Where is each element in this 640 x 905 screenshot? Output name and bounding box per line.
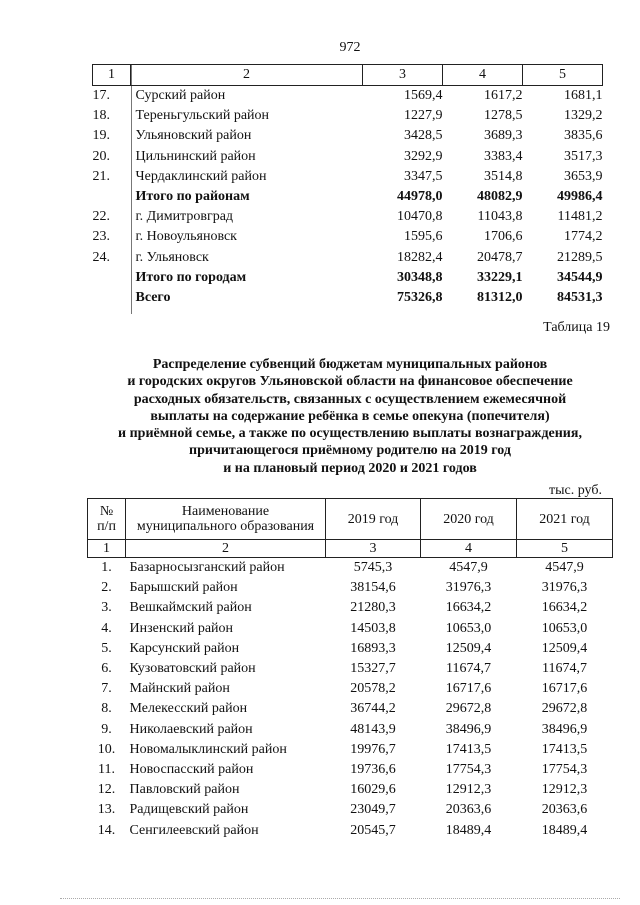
col-number: 3 bbox=[363, 65, 443, 86]
row-name: Вешкаймский район bbox=[129, 600, 252, 616]
row-number: 18. bbox=[92, 108, 110, 124]
value-2020: 3689,3 bbox=[484, 128, 523, 144]
title-line: и приёмной семье, а также по осуществлению выплаты вознаграждения, bbox=[118, 426, 582, 442]
row-number bbox=[93, 288, 131, 308]
value-2020: 20478,7 bbox=[477, 249, 523, 265]
row-number: 2. bbox=[101, 580, 112, 596]
header-name-line1: Наименование bbox=[181, 504, 270, 519]
value-2021: 84531,3 bbox=[557, 289, 603, 305]
title-line: причитающегося приёмному родителю на 2019 год bbox=[189, 443, 511, 459]
row-number: 23. bbox=[92, 229, 110, 245]
table-row bbox=[93, 167, 603, 187]
row-name: Радищевский район bbox=[129, 802, 249, 818]
row-number: 22. bbox=[92, 209, 110, 225]
value-2021: 31976,3 bbox=[541, 580, 588, 596]
header-2019: 2019 год bbox=[326, 499, 421, 540]
row-number: 21. bbox=[92, 168, 110, 184]
value-2020: 16634,2 bbox=[445, 600, 492, 616]
row-name: Итого по районам bbox=[135, 189, 250, 205]
row-number: 12. bbox=[97, 782, 116, 798]
value-2019: 20578,2 bbox=[350, 681, 396, 697]
value-2021: 3835,6 bbox=[564, 128, 603, 144]
value-2019: 19976,7 bbox=[350, 741, 396, 757]
value-2019: 21280,3 bbox=[350, 600, 396, 616]
row-number: 11. bbox=[98, 761, 115, 777]
row-name: Тереньгульский район bbox=[135, 108, 270, 124]
table-row bbox=[93, 106, 603, 126]
value-2020: 38496,9 bbox=[445, 721, 492, 737]
title-line: и городских округов Ульяновской области на финансовое обеспечение bbox=[127, 374, 573, 390]
row-name: Кузоватовский район bbox=[129, 661, 256, 677]
col-number: 4 bbox=[443, 65, 523, 86]
page-number: 972 bbox=[339, 40, 361, 55]
value-2020: 29672,8 bbox=[445, 701, 492, 717]
value-2021: 11674,7 bbox=[542, 661, 587, 677]
col-number: 1 bbox=[88, 540, 126, 558]
row-name: Николаевский район bbox=[129, 721, 253, 737]
table-row bbox=[88, 639, 613, 659]
value-2020: 1278,5 bbox=[484, 108, 523, 124]
value-2021: 16717,6 bbox=[541, 681, 588, 697]
col-number: 5 bbox=[523, 65, 603, 86]
value-2020: 17754,3 bbox=[445, 761, 492, 777]
title-line: и на плановый период 2020 и 2021 годов bbox=[223, 460, 477, 476]
title-line: расходных обязательств, связанных с осуществлением ежемесячной bbox=[133, 391, 567, 407]
value-2021: 12912,3 bbox=[541, 782, 588, 798]
col-number: 3 bbox=[326, 540, 421, 558]
col-number: 2 bbox=[131, 65, 363, 86]
total-row bbox=[93, 268, 603, 288]
table-row bbox=[93, 248, 603, 268]
table-row bbox=[88, 619, 613, 639]
row-number bbox=[93, 187, 131, 207]
row-name: г. Ульяновск bbox=[135, 249, 209, 265]
value-2019: 75326,8 bbox=[397, 289, 443, 305]
value-2019: 16029,6 bbox=[350, 782, 396, 798]
value-2021: 29672,8 bbox=[541, 701, 588, 717]
header-2020: 2020 год bbox=[421, 499, 517, 540]
value-2020: 12509,4 bbox=[445, 640, 492, 656]
row-number: 4. bbox=[101, 620, 112, 636]
table-row bbox=[88, 760, 613, 780]
value-2021: 3653,9 bbox=[564, 168, 603, 184]
row-number: 10. bbox=[97, 741, 116, 757]
row-name: Сенгилеевский район bbox=[129, 822, 259, 838]
value-2020: 1617,2 bbox=[484, 88, 523, 104]
value-2019: 36744,2 bbox=[350, 701, 396, 717]
value-2020: 48082,9 bbox=[477, 189, 523, 205]
title-line: выплаты на содержание ребёнка в семье опекуна (попечителя) bbox=[150, 408, 550, 424]
value-2019: 3428,5 bbox=[404, 128, 443, 144]
main-table-header bbox=[88, 499, 613, 540]
header-2021: 2021 год bbox=[517, 499, 613, 540]
row-number: 6. bbox=[101, 661, 112, 677]
value-2021: 17413,5 bbox=[541, 741, 588, 757]
row-number: 1. bbox=[101, 560, 112, 576]
units-label: тыс. руб. bbox=[549, 483, 602, 498]
total-row bbox=[93, 187, 603, 207]
value-2021: 12509,4 bbox=[541, 640, 588, 656]
header-name-line2: муниципального образования bbox=[136, 519, 315, 534]
value-2021: 17754,3 bbox=[541, 761, 588, 777]
table-row bbox=[88, 699, 613, 719]
value-2019: 1227,9 bbox=[404, 108, 443, 124]
value-2021: 1329,2 bbox=[564, 108, 603, 124]
main-table bbox=[87, 498, 613, 841]
row-number bbox=[93, 268, 131, 288]
value-2019: 5745,3 bbox=[353, 560, 393, 576]
value-2019: 44978,0 bbox=[397, 189, 443, 205]
table-row bbox=[88, 720, 613, 740]
table-row bbox=[93, 86, 603, 107]
page-edge bbox=[60, 898, 620, 899]
table-row bbox=[88, 800, 613, 820]
row-name: Цильнинский район bbox=[135, 148, 256, 164]
table-row bbox=[88, 740, 613, 760]
row-name: Ульяновский район bbox=[135, 128, 252, 144]
value-2019: 38154,6 bbox=[350, 580, 396, 596]
row-name: г. Димитровград bbox=[135, 209, 234, 225]
value-2020: 20363,6 bbox=[445, 802, 492, 818]
header-number bbox=[88, 499, 126, 540]
row-number: 13. bbox=[97, 802, 116, 818]
row-name: Мелекесский район bbox=[129, 701, 248, 717]
table-row bbox=[88, 659, 613, 679]
main-table-col-numbers bbox=[88, 540, 613, 558]
value-2020: 31976,3 bbox=[445, 580, 492, 596]
table-row bbox=[88, 558, 613, 579]
value-2019: 23049,7 bbox=[350, 802, 396, 818]
value-2021: 3517,3 bbox=[564, 148, 603, 164]
row-name: Базарносызганский район bbox=[129, 560, 285, 576]
header-number-line1: № bbox=[99, 504, 114, 519]
row-number: 7. bbox=[101, 681, 112, 697]
value-2021: 49986,4 bbox=[557, 189, 603, 205]
value-2021: 11481,2 bbox=[557, 209, 603, 225]
row-name: Новомалыклинский район bbox=[129, 741, 287, 757]
value-2019: 3292,9 bbox=[404, 148, 443, 164]
value-2019: 1569,4 bbox=[404, 88, 443, 104]
top-table bbox=[92, 64, 603, 308]
value-2020: 16717,6 bbox=[445, 681, 492, 697]
value-2019: 10470,8 bbox=[397, 209, 443, 225]
table-row bbox=[93, 147, 603, 167]
col-number: 2 bbox=[126, 540, 326, 558]
top-table-header bbox=[93, 65, 603, 86]
row-number: 19. bbox=[92, 128, 110, 144]
value-2019: 20545,7 bbox=[350, 822, 396, 838]
value-2021: 20363,6 bbox=[541, 802, 588, 818]
value-2020: 3383,4 bbox=[484, 148, 523, 164]
title-line: Распределение субвенций бюджетам муниципальных районов bbox=[152, 357, 548, 372]
value-2021: 18489,4 bbox=[541, 822, 588, 838]
row-number: 8. bbox=[101, 701, 112, 717]
row-number: 20. bbox=[92, 148, 110, 164]
table-row bbox=[93, 227, 603, 247]
table-row bbox=[88, 578, 613, 598]
value-2020: 11674,7 bbox=[446, 661, 491, 677]
row-name: Новоспасский район bbox=[129, 761, 254, 777]
col-number: 1 bbox=[93, 65, 131, 86]
value-2020: 12912,3 bbox=[445, 782, 492, 798]
value-2021: 21289,5 bbox=[557, 249, 603, 265]
value-2021: 1681,1 bbox=[564, 88, 603, 104]
col-number: 4 bbox=[421, 540, 517, 558]
value-2019: 30348,8 bbox=[397, 269, 443, 285]
value-2019: 1595,6 bbox=[404, 229, 443, 245]
value-2019: 19736,6 bbox=[350, 761, 396, 777]
value-2019: 18282,4 bbox=[397, 249, 443, 265]
total-row bbox=[93, 288, 603, 308]
row-number: 24. bbox=[92, 249, 110, 265]
value-2020: 33229,1 bbox=[477, 269, 523, 285]
table-row bbox=[88, 598, 613, 618]
row-name: Чердаклинский район bbox=[135, 168, 267, 184]
col-number: 5 bbox=[517, 540, 613, 558]
table-row bbox=[93, 207, 603, 227]
row-number: 17. bbox=[92, 88, 110, 104]
value-2020: 11043,8 bbox=[477, 209, 523, 225]
row-name: Всего bbox=[135, 289, 171, 305]
value-2020: 17413,5 bbox=[445, 741, 492, 757]
value-2021: 10653,0 bbox=[541, 620, 588, 636]
header-number-line2: п/п bbox=[97, 519, 116, 534]
value-2020: 1706,6 bbox=[484, 229, 523, 245]
value-2021: 1774,2 bbox=[564, 229, 603, 245]
header-name bbox=[126, 499, 326, 540]
value-2020: 10653,0 bbox=[445, 620, 492, 636]
table-label: Таблица 19 bbox=[543, 320, 610, 335]
row-name: Барышский район bbox=[129, 580, 238, 596]
table-row bbox=[93, 126, 603, 146]
row-number: 3. bbox=[101, 600, 112, 616]
value-2019: 15327,7 bbox=[350, 661, 396, 677]
row-number: 14. bbox=[97, 822, 116, 838]
row-name: Инзенский район bbox=[129, 620, 234, 636]
value-2020: 3514,8 bbox=[484, 168, 523, 184]
value-2021: 16634,2 bbox=[541, 600, 588, 616]
value-2019: 3347,5 bbox=[404, 168, 443, 184]
table-row bbox=[88, 679, 613, 699]
table-row bbox=[88, 780, 613, 800]
row-number: 9. bbox=[101, 721, 112, 737]
value-2021: 34544,9 bbox=[557, 269, 603, 285]
row-name: Павловский район bbox=[129, 782, 240, 798]
value-2020: 4547,9 bbox=[449, 560, 488, 576]
value-2021: 38496,9 bbox=[541, 721, 588, 737]
row-name: Карсунский район bbox=[129, 640, 240, 656]
value-2021: 4547,9 bbox=[545, 560, 584, 576]
value-2020: 18489,4 bbox=[445, 822, 492, 838]
value-2019: 16893,3 bbox=[350, 640, 396, 656]
row-name: Итого по городам bbox=[135, 269, 247, 285]
row-number: 5. bbox=[101, 640, 112, 656]
value-2019: 14503,8 bbox=[350, 620, 396, 636]
row-name: Сурский район bbox=[135, 88, 226, 104]
value-2020: 81312,0 bbox=[477, 289, 523, 305]
table-row bbox=[88, 820, 613, 840]
row-name: Майнский район bbox=[129, 681, 230, 697]
table-title bbox=[80, 356, 620, 477]
row-name: г. Новоульяновск bbox=[135, 229, 237, 245]
value-2019: 48143,9 bbox=[350, 721, 396, 737]
